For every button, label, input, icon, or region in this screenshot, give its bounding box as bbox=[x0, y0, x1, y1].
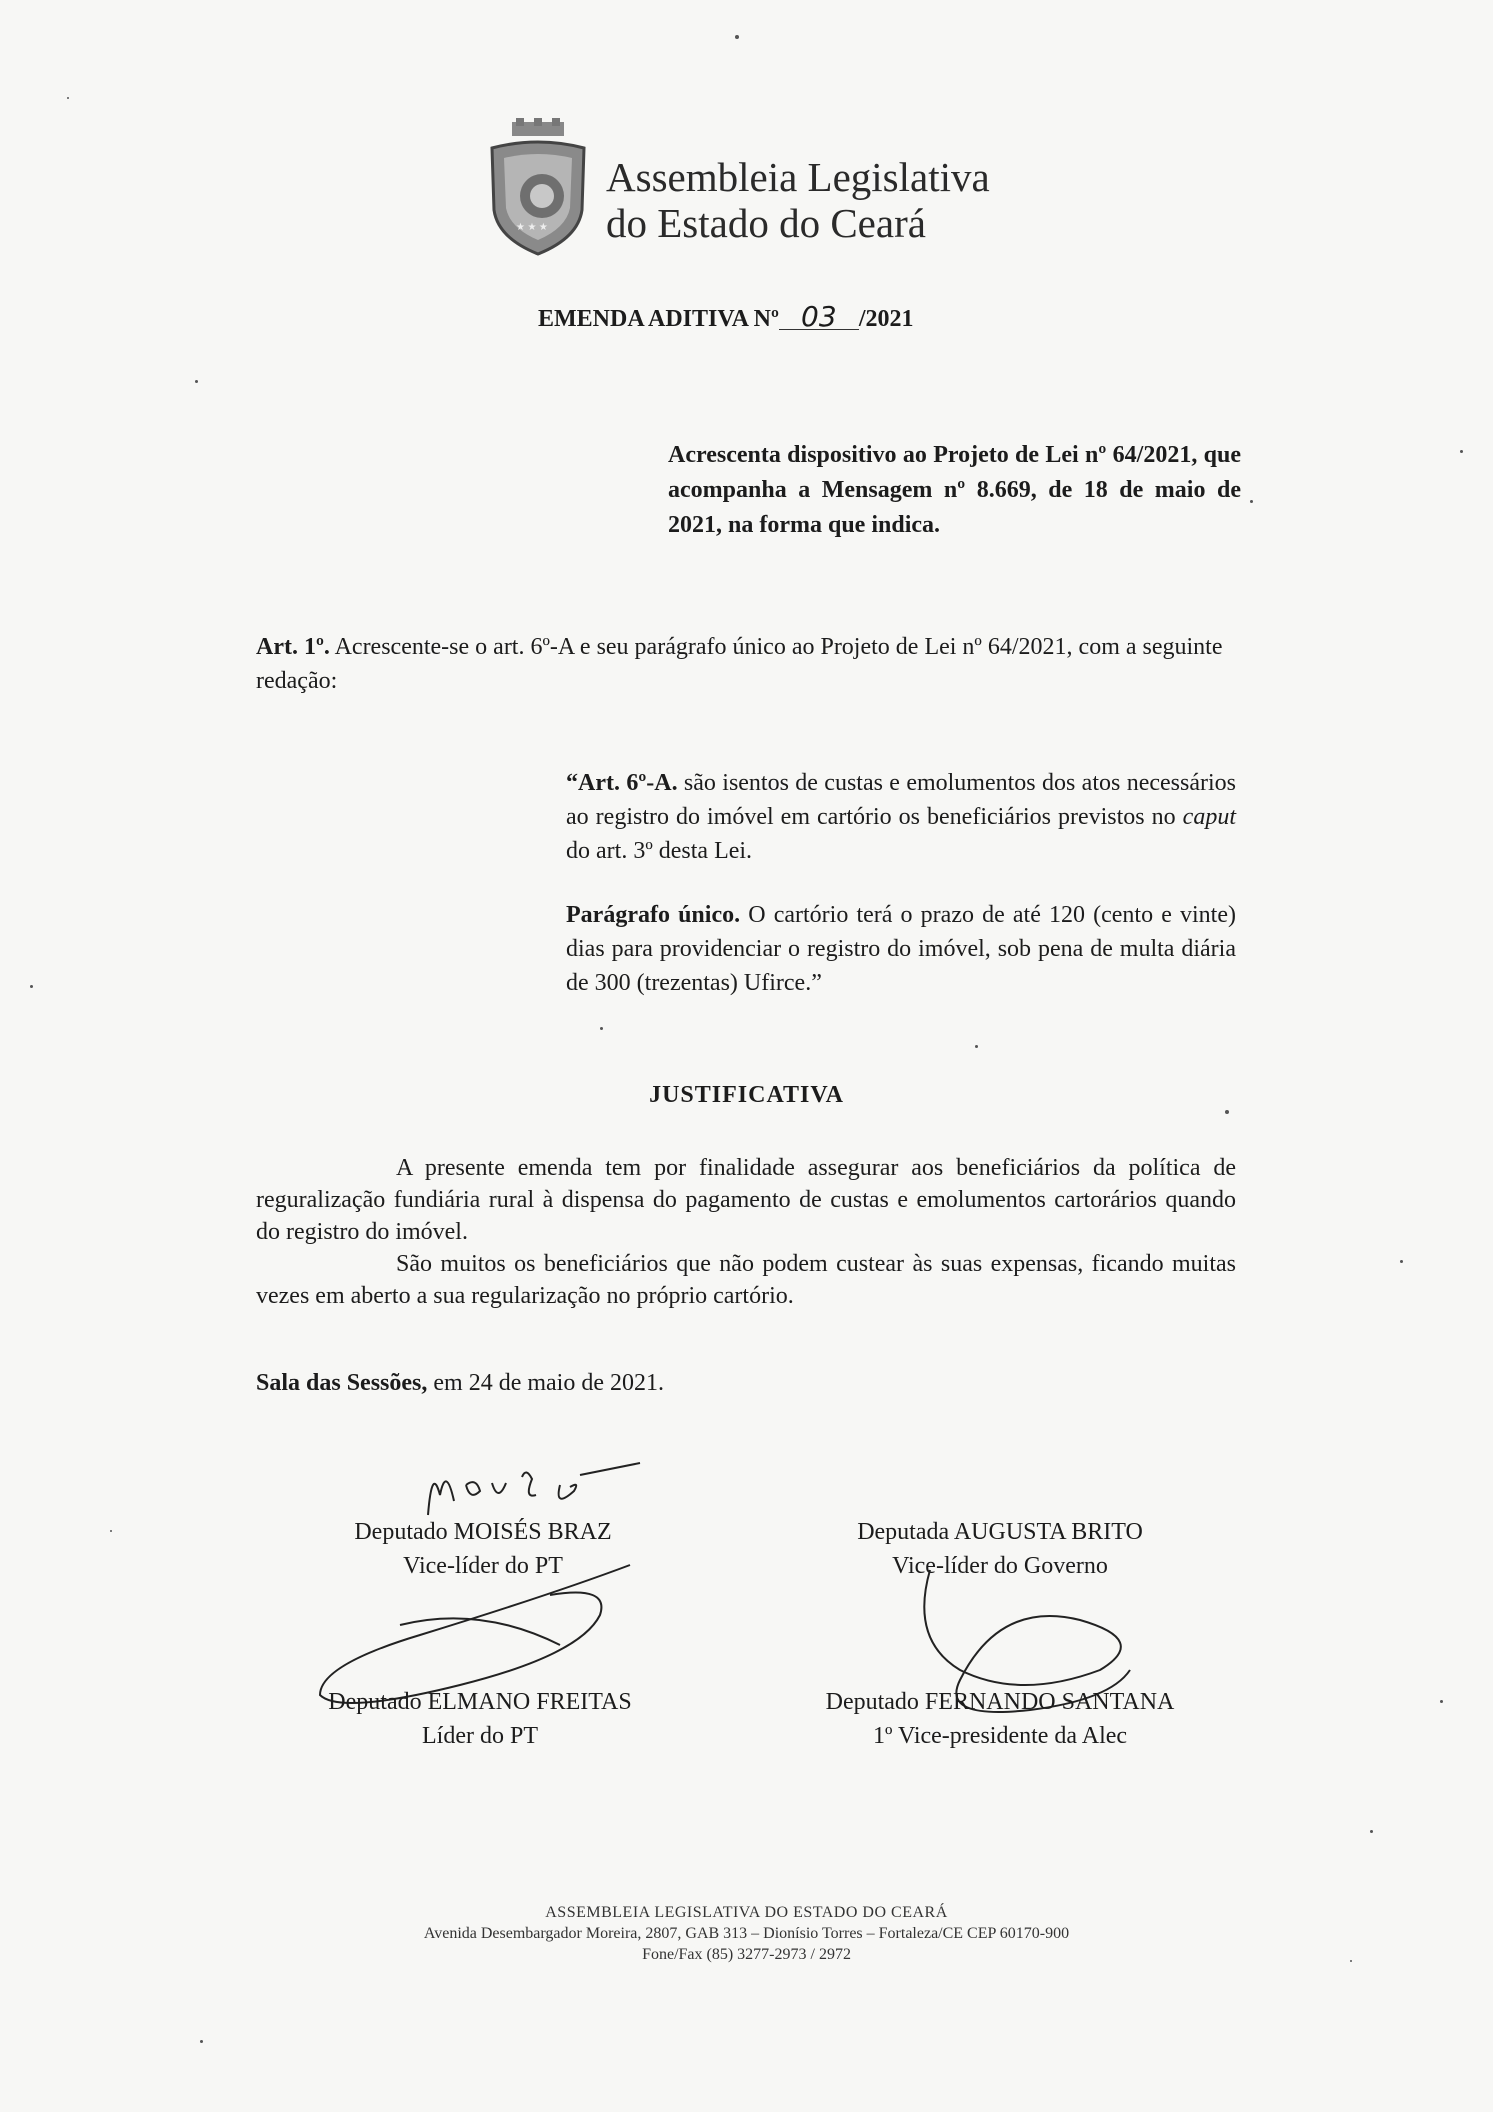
amendment-number: 03 bbox=[779, 305, 859, 330]
session-date: em 24 de maio de 2021. bbox=[427, 1370, 664, 1396]
signatory-role: Vice-líder do PT bbox=[403, 1553, 563, 1579]
signatory-name: Deputada AUGUSTA BRITO bbox=[857, 1519, 1143, 1545]
letterhead-footer bbox=[0, 1902, 1493, 1965]
quoted-article bbox=[566, 766, 1236, 1030]
signatory-name: Deputado ELMANO FREITAS bbox=[328, 1689, 632, 1715]
org-line-2: do Estado do Ceará bbox=[606, 200, 926, 246]
svg-text:★ ★ ★: ★ ★ ★ bbox=[516, 222, 548, 233]
article-6a-text-2: do art. 3º desta Lei. bbox=[566, 838, 753, 864]
article-6a-label: “Art. 6º-A. bbox=[566, 770, 678, 796]
paragrafo-unico-label: Parágrafo único. bbox=[566, 902, 741, 928]
justification-title: JUSTIFICATIVA bbox=[649, 1082, 844, 1108]
state-crest-icon bbox=[478, 118, 598, 258]
signature-block-elmano-freitas bbox=[300, 1685, 660, 1753]
article-1 bbox=[256, 630, 1236, 698]
signatory-role: Vice-líder do Governo bbox=[892, 1553, 1108, 1579]
paragrafo-unico bbox=[566, 898, 1236, 1000]
article-6a-text-1: são isentos de custas e emolumentos dos atos necessários ao registro do imóvel em cartório os beneficiários previstos no bbox=[566, 770, 1236, 830]
article-1-text: Acrescente-se o art. 6º-A e seu parágrafo único ao Projeto de Lei nº 64/2021, com a seguinte redação: bbox=[256, 634, 1223, 694]
footer-address: Avenida Desembargador Moreira, 2807, GAB 313 – Dionísio Torres – Fortaleza/CE CEP 60170-900 bbox=[423, 1925, 1070, 1942]
amendment-title bbox=[538, 300, 914, 333]
amendment-prefix: EMENDA ADITIVA Nº bbox=[538, 306, 779, 332]
footer-phone: Fone/Fax (85) 3277-2973 / 2972 bbox=[642, 1946, 851, 1963]
ementa-summary: Acrescenta dispositivo ao Projeto de Lei nº 64/2021, que acompanha a Mensagem nº 8.669, de 18 de maio de 2021, na forma que indica. bbox=[668, 442, 1241, 538]
organization-name bbox=[606, 154, 990, 246]
footer-org: ASSEMBLEIA LEGISLATIVA DO ESTADO DO CEARÁ bbox=[545, 1904, 948, 1921]
justification-paragraph-1: A presente emenda tem por finalidade assegurar aos beneficiários da política de reguralização fundiária rural à dispensa do pagamento de custas e emolumentos cartorários quando do registro do imóvel. bbox=[256, 1155, 1236, 1245]
session-date-line bbox=[256, 1370, 664, 1397]
signature-block-fernando-santana bbox=[800, 1685, 1200, 1753]
justification-body bbox=[256, 1152, 1236, 1312]
article-1-label: Art. 1º. bbox=[256, 634, 330, 660]
signatory-role: Líder do PT bbox=[422, 1723, 538, 1749]
amendment-year: /2021 bbox=[858, 306, 914, 332]
article-6a-caput: caput bbox=[1182, 804, 1236, 830]
org-line-1: Assembleia Legislativa bbox=[606, 154, 990, 200]
signatory-name: Deputado FERNANDO SANTANA bbox=[825, 1689, 1175, 1715]
justification-paragraph-2: São muitos os beneficiários que não podem custear às suas expensas, ficando muitas vezes em aberto a sua regularização no próprio cartório. bbox=[256, 1251, 1236, 1309]
paragrafo-unico-text: O cartório terá o prazo de até 120 (cento e vinte) dias para providenciar o registro do imóvel, sob pena de multa diária de 300 (trezentas) Ufirce.” bbox=[566, 902, 1236, 996]
signatory-name: Deputado MOISÉS BRAZ bbox=[354, 1519, 612, 1545]
signatory-role: 1º Vice-presidente da Alec bbox=[872, 1723, 1128, 1749]
article-6a bbox=[566, 766, 1236, 868]
letterhead bbox=[478, 118, 1038, 258]
session-label: Sala das Sessões, bbox=[256, 1370, 428, 1396]
